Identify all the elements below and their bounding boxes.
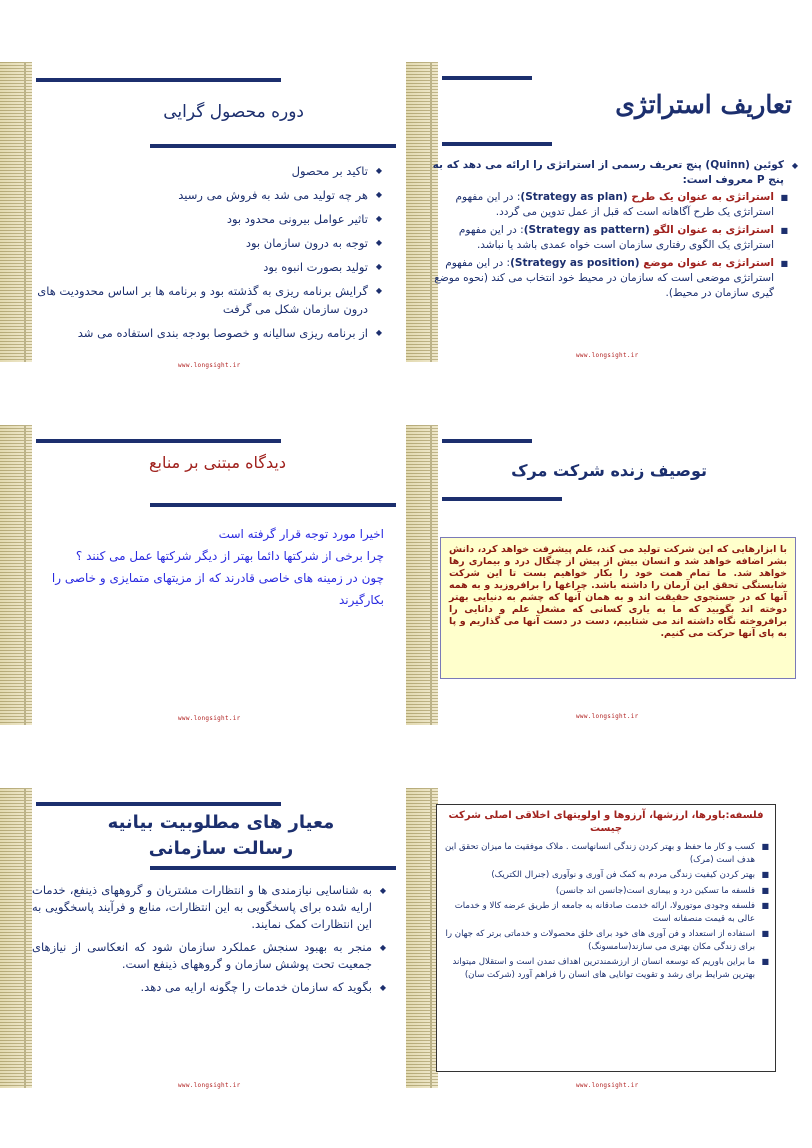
title-rule bbox=[150, 144, 396, 148]
slide-body bbox=[32, 162, 382, 342]
intro-text: ◆ کوئین (Quinn) پنج تعریف رسمی از استراتژی را ارائه می دهد که به پنج P معروف است: bbox=[418, 158, 798, 188]
slide-merck bbox=[406, 425, 802, 765]
top-rule bbox=[442, 76, 532, 80]
bullet-item: ◆ تاثیر عوامل بیرونی محدود بود bbox=[32, 210, 382, 228]
quote-box bbox=[440, 537, 796, 679]
philosophy-box bbox=[436, 804, 776, 1072]
decorative-stripe bbox=[0, 425, 32, 725]
footer-url: www.longsight.ir bbox=[178, 1082, 241, 1089]
bullet-item: ◆ هر چه تولید می شد به فروش می رسید bbox=[32, 186, 382, 204]
slide-title: تعاریف استراتژی bbox=[615, 90, 792, 119]
decorative-stripe bbox=[406, 788, 438, 1088]
slide-title: معیار های مطلوبیت بیانیه رسالت سازمانی bbox=[107, 812, 335, 859]
philosophy-item: ■ کسب و کار ما حفظ و بهتر کردن زندگی انسانهاست . ملاک موفقیت ما میزان تحقق این هدف است (مرک) bbox=[441, 841, 769, 866]
philosophy-item: ■ استفاده از استعداد و فن آوری های خود برای خلق محصولات و خدماتی برتر که جهان را برای زندگی مکان بهتری می سازند(سامسونگ) bbox=[441, 928, 769, 953]
text-line: چون در زمینه های خاصی قادرند که از مزیتهای متمایزی و خاصی را بکارگیرند bbox=[51, 571, 384, 607]
title-rule bbox=[442, 142, 552, 146]
title-rule bbox=[442, 497, 562, 501]
slide-strategy-definitions bbox=[406, 62, 802, 402]
bullet-item: ◆ تاکید بر محصول bbox=[32, 162, 382, 180]
bullet-item: ◆ توجه به درون سازمان بود bbox=[32, 234, 382, 252]
top-rule bbox=[36, 802, 281, 806]
text-line: اخیرا مورد توجه قرار گرفته است bbox=[218, 527, 384, 541]
decorative-stripe bbox=[0, 788, 32, 1088]
definition-item: ■ استراتژی به عنوان الگو (Strategy as pattern): در این مفهوم استراتژی یک الگوی رفتاری سازمان است خواه عمدی باشد یا نباشد. bbox=[418, 223, 788, 253]
footer-url: www.longsight.ir bbox=[576, 352, 639, 359]
slide-title: دوره محصول گرایی bbox=[163, 102, 304, 122]
slide-title: توصیف زنده شرکت مرک bbox=[511, 461, 707, 480]
philosophy-item: ■ بهتر کردن کیفیت زندگی مردم به کمک فن آوری و نوآوری (جنرال الکتریک) bbox=[441, 869, 769, 882]
footer-url: www.longsight.ir bbox=[178, 715, 241, 722]
slide-product-orientation bbox=[0, 62, 396, 402]
bullet-item: ◆ گرایش برنامه ریزی به گذشته بود و برنامه ها بر اساس محدودیت های درون سازمان شکل می گرفت bbox=[32, 282, 382, 318]
bullet-item: ◆ تولید بصورت انبوه بود bbox=[32, 258, 382, 276]
top-rule bbox=[36, 439, 281, 443]
definition-item: ■ استراتژی به عنوان یک طرح (Strategy as plan): در این مفهوم استراتژی یک طرح آگاهانه است که قبل از عمل تدوین می گردد. bbox=[418, 190, 788, 220]
philosophy-item: ■ فلسفه وجودی موتورولا، ارائه خدمت صادقانه به جامعه از طریق عرضه کالا و خدمات عالی به قیمت منصفانه است bbox=[441, 900, 769, 925]
slide-philosophy bbox=[406, 788, 802, 1128]
title-rule bbox=[150, 866, 396, 870]
bullet-item: ◆ بگوید که سازمان خدمات را چگونه ارایه می دهد. bbox=[32, 979, 386, 996]
slide-body bbox=[34, 523, 384, 611]
decorative-stripe bbox=[406, 425, 438, 725]
slide-resource-based-view bbox=[0, 425, 396, 765]
slide-mission-criteria bbox=[0, 788, 396, 1128]
top-rule bbox=[442, 439, 532, 443]
footer-url: www.longsight.ir bbox=[178, 362, 241, 369]
box-title: فلسفه:باورها، ارزشها، آرزوها و اولویتهای اخلاقی اصلی شرکت چیست bbox=[448, 810, 764, 834]
footer-url: www.longsight.ir bbox=[576, 1082, 639, 1089]
bullet-item: ◆ از برنامه ریزی سالیانه و خصوصا بودجه بندی استفاده می شد bbox=[32, 324, 382, 342]
slide-title: دیدگاه مبتنی بر منابع bbox=[148, 453, 286, 472]
quote-text: با ابزارهایی که این شرکت تولید می کند، علم پیشرفت خواهد کرد، دانش بشر اضافه خواهد شد و انسان بیش از پیش از چنگال درد و بیماری رها خواهد شد. ما تمام همت خود را بکار خواهیم بست تا این شرکت شایستگی تحقق این آرمان را داشته باشد. چراغها را برافروزید و به همه آنها که در جستجوی حقیقت اند و به همان آنها که چشم به دنیایی بهتر دوخته اند بگویید که ما به یاری کسانی که مشعل علم و دانایی را برافروخته نگاه داشته اند می شتابیم، دست در دست آنها می گذاریم و پا به پای آنها حرکت می کنیم. bbox=[449, 544, 787, 639]
philosophy-item: ■ فلسفه ما تسکین درد و بیماری است(جانسن اند جانسن) bbox=[441, 885, 769, 898]
definition-item: ■ استراتژی به عنوان موضع (Strategy as position): در این مفهوم استراتژی موضعی است که سازمان در محیط خود انتخاب می کند (نحوه موضع گیری سازمان در محیط). bbox=[418, 256, 788, 301]
title-rule bbox=[150, 503, 396, 507]
bullet-item: ◆ منجر به بهبود سنجش عملکرد سازمان شود که انعکاسی از نیازهای جمعیت تحت پوشش سازمان و گروههای ذینفع است. bbox=[32, 939, 386, 973]
philosophy-item: ■ ما براین باوریم که توسعه انسان از ارزشمندترین اهداف تمدن است و استقلال میتواند بهترین شرایط برای رشد و تقویت توانایی های انسان را فراهم آورد (شرکت سان) bbox=[441, 956, 769, 981]
slide-body bbox=[418, 158, 798, 301]
decorative-stripe bbox=[0, 62, 32, 362]
top-rule bbox=[36, 78, 281, 82]
bullet-item: ◆ به شناسایی نیازمندی ها و انتظارات مشتریان و گروههای ذینفع، خدمات ارایه شده برای پاسخگویی به این انتظارات، منابع و فرآیند پاسخگویی به این انتظارات کمک نمایند. bbox=[32, 882, 386, 933]
text-line: چرا برخی از شرکتها دائما بهتر از دیگر شرکتها عمل می کنند ؟ bbox=[75, 549, 384, 563]
footer-url: www.longsight.ir bbox=[576, 713, 639, 720]
slide-body bbox=[32, 882, 386, 996]
